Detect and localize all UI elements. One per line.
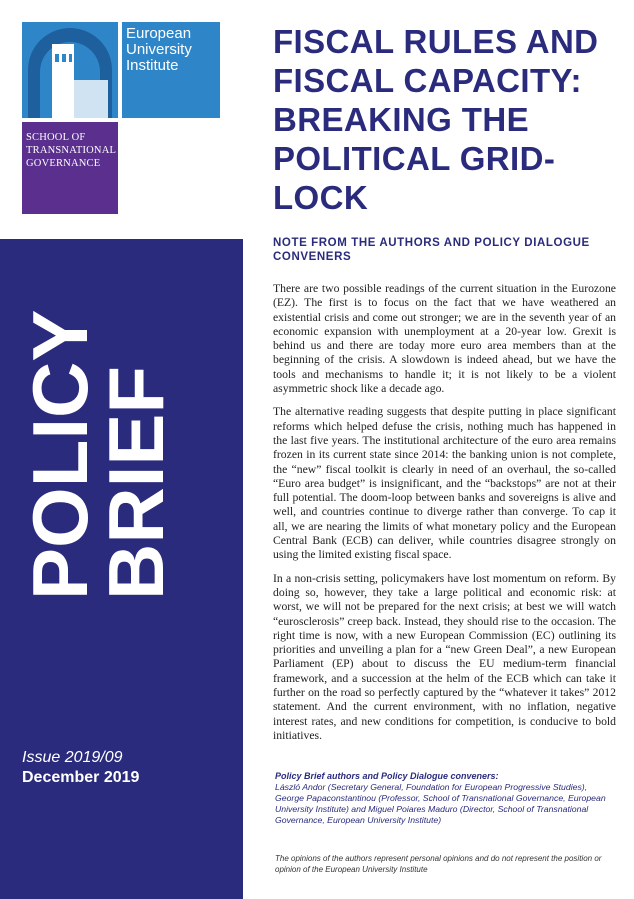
policy-word: POLICY <box>16 309 104 600</box>
authors-block <box>275 771 615 826</box>
logo-line-2: University <box>126 41 192 58</box>
school-line-1: SCHOOL OF <box>26 132 86 143</box>
authors-text: László Andor (Secretary General, Foundation for European Progressive Studies), George Papaconstantinou (Professor, School of Transnational Governance, European University Institute) and Miguel Poiares Maduro (Director, School of Transnational Governance, European University Institute) <box>275 782 606 825</box>
brief-word: BRIEF <box>92 366 180 600</box>
paragraph-1: There are two possible readings of the current situation in the Eurozone (EZ). The first is to focus on the fact that we have weathered an existential crisis and come out stronger; we are in the seventh year of an economic expansion with unemployment at a 20-year low. Grexit is behind us and there are today more euro area members than at the beginning of the crisis. A slowdown is indeed ahead, but we have the tools and mechanisms to handle it; it is not likely to be a violent asymmetric shock like a decade ago. <box>273 282 616 396</box>
school-label <box>22 122 118 214</box>
policy-brief-label <box>16 309 180 600</box>
building-arch-icon <box>22 22 118 118</box>
paragraph-3: In a non-crisis setting, policymakers have lost momentum on reform. By doing so, however, they take a large political and economic risk: at worst, we will not be prepared for the next crisis; at best we will watch “eurosclerosis” creep back. Instead, they should rise to the occasion. The right time is now, with a new European Commission (EC) outlining its priorities and unveiling a plan for a “new Green Deal”, a new European Parliament (EP) about to discuss the EU medium-term financial framework, and a succession at the helm of the ECB which can take it further on the road so perfectly captured by the “whatever it takes” 2012 statement. And the current environment, with no inflation, negative interest rates, and new conditions for competition, is conducive to bold initiatives. <box>273 571 616 742</box>
note-heading: NOTE FROM THE AUTHORS AND POLICY DIALOGUE CONVENERS <box>273 237 590 263</box>
authors-heading: Policy Brief authors and Policy Dialogue conveners: <box>275 771 499 781</box>
issue-info <box>22 748 139 788</box>
logo-line-1: European <box>126 25 192 42</box>
school-line-3: GOVERNANCE <box>26 158 101 169</box>
logo-line-3: Institute <box>126 57 179 74</box>
body-text <box>273 282 616 752</box>
eui-wordmark <box>122 22 220 118</box>
disclaimer: The opinions of the authors represent personal opinions and do not represent the position or opinion of the European University Institute <box>275 854 602 874</box>
page-title: FISCAL RULES AND FISCAL CAPACITY: BREAKING THE POLITICAL GRID-LOCK <box>273 23 599 216</box>
paragraph-2: The alternative reading suggests that despite putting in place significant reforms which helped defuse the crisis, nothing much has happened in the last five years. The institutional architecture of the euro area remains frozen in its current state since 2014: the banking union is not complete, the “new” fiscal toolkit is clearly in need of an overhaul, the so-called “Euro area budget” is insignificant, and the “backstops” are not at their full potential. The doom-loop between banks and sovereigns is alive and well, and countries continue to diverge rather than converge. To cap it all, we are nearing the limits of what monetary policy and the European Central Bank (ECB) can deliver, while countries disagree strongly on using the limited existing fiscal space. <box>273 405 616 562</box>
school-line-2: TRANSNATIONAL <box>26 145 117 156</box>
issue-date: December 2019 <box>22 769 140 786</box>
issue-number: Issue 2019/09 <box>22 749 123 766</box>
